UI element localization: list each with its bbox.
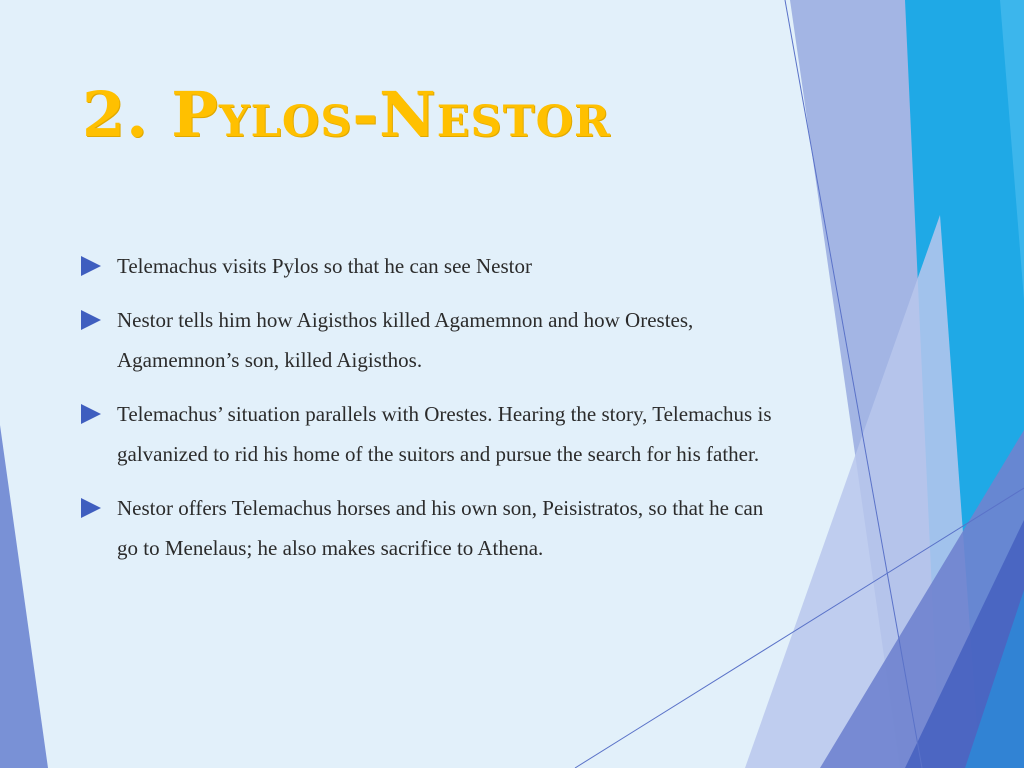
- bullet-text: Telemachus’ situation parallels with Orestes. Hearing the story, Telemachus is galvanized to rid his home of the suitors and pursue the search for his father.: [117, 402, 772, 466]
- triangle-right-icon: [80, 403, 102, 425]
- triangle-right-icon: [80, 309, 102, 331]
- bullet-item: [80, 394, 780, 474]
- triangle-right-icon: [80, 255, 102, 277]
- bullet-text: Nestor offers Telemachus horses and his own son, Peisistratos, so that he can go to Menelaus; he also makes sacrifice to Athena.: [117, 496, 764, 560]
- bullet-item: [80, 300, 780, 380]
- left-edge-shape: [0, 425, 48, 768]
- bullet-list: [80, 246, 780, 582]
- slide-title: 2. Pylos-Nestor: [82, 78, 611, 151]
- bullet-item: [80, 246, 780, 286]
- triangle-right-icon: [80, 497, 102, 519]
- bullet-text: Nestor tells him how Aigisthos killed Agamemnon and how Orestes, Agamemnon’s son, killed Aigisthos.: [117, 308, 694, 372]
- bullet-item: [80, 488, 780, 568]
- bullet-text: Telemachus visits Pylos so that he can see Nestor: [117, 254, 532, 278]
